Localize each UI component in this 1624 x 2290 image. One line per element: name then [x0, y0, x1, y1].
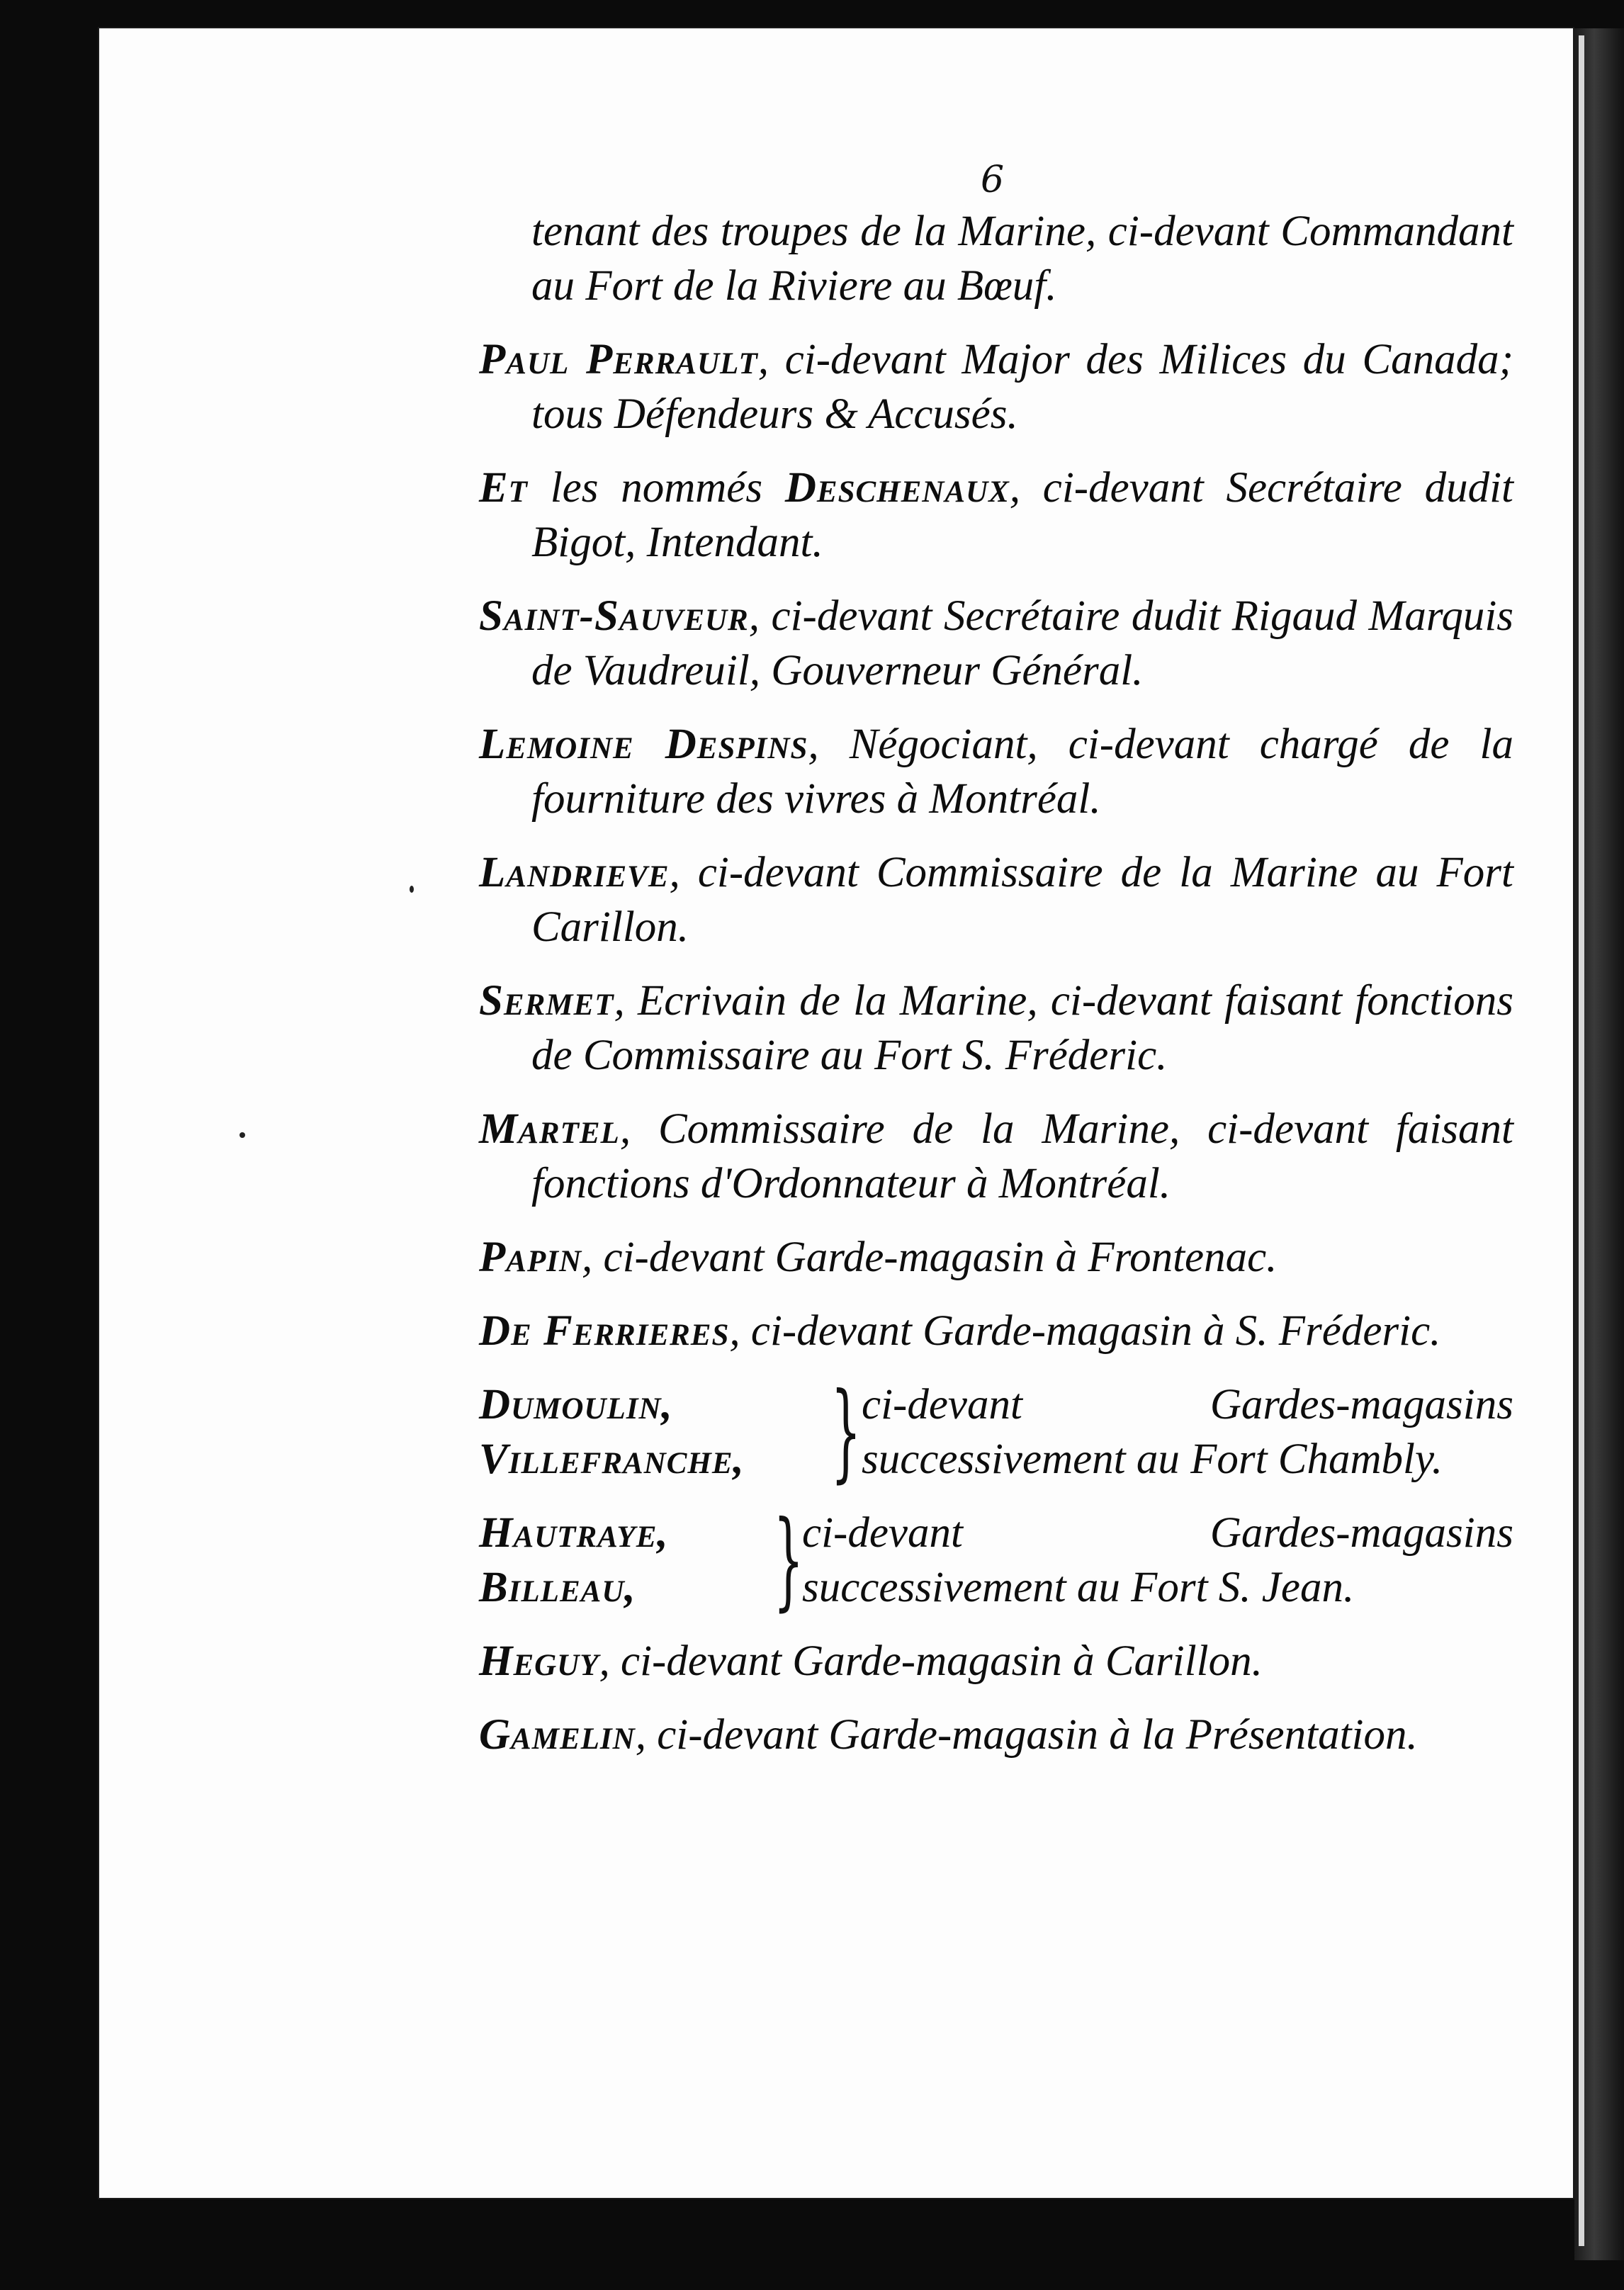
curly-brace: }: [773, 1499, 804, 1622]
entry-name: Gamelin: [479, 1711, 636, 1759]
entry-paragraph: [479, 461, 1513, 570]
entry-text: , ci-devant Secrétaire dudit Bigot, Intendant.: [531, 464, 1513, 566]
entry-paragraph: [479, 332, 1513, 441]
ink-speck: [410, 886, 414, 893]
entry-paragraph: [479, 589, 1513, 698]
page-edge-sliver: [1579, 35, 1584, 2246]
entry-text: , ci-devant Garde-magasin à S. Fréderic.: [729, 1307, 1441, 1355]
entry-name: De Ferrieres: [479, 1307, 730, 1355]
group-names: [479, 1506, 762, 1615]
entry-name: Et: [479, 464, 528, 512]
entry-text: , ci-devant Garde-magasin à Frontenac.: [582, 1234, 1278, 1281]
entry-name: Paul Perrault: [479, 336, 758, 383]
entry-name: Heguy: [479, 1637, 599, 1685]
entry-name: Saint-Sauveur: [479, 592, 749, 640]
entry-text: , ci-devant Commissaire de la Marine au Fort Carillon.: [531, 849, 1513, 951]
group-name: Villefranche,: [479, 1436, 745, 1483]
bracketed-entry-group: [479, 1499, 1513, 1622]
entry-paragraph: [479, 1230, 1513, 1285]
entry-paragraph: [479, 1304, 1513, 1358]
entry-name: Landrieve: [479, 849, 670, 896]
entry-name: Martel: [479, 1105, 620, 1153]
entry-text: , ci-devant Garde-magasin à Carillon.: [599, 1637, 1263, 1685]
bracketed-entry-group: [479, 1370, 1513, 1494]
entry-text: , Négociant, ci-devant chargé de la fourniture des vivres à Montréal.: [531, 721, 1513, 823]
entry-paragraph: [479, 1708, 1513, 1762]
page-number: 6: [981, 159, 1008, 201]
entry-text: , Commissaire de la Marine, ci-devant faisant fonctions d'Ordonnateur à Montréal.: [531, 1105, 1513, 1207]
entry-name: Sermet: [479, 977, 614, 1025]
entry-paragraph: [479, 717, 1513, 826]
group-text: ci-devant Gardes-magasins successivement au Fort Chambly.: [862, 1381, 1513, 1483]
entry-text: , ci-devant Garde-magasin à la Présentation.: [635, 1711, 1418, 1759]
entry-paragraph: [479, 1102, 1513, 1211]
entry-name: Deschenaux: [784, 464, 1010, 512]
entry-paragraph: [479, 974, 1513, 1083]
entry-name: Papin: [479, 1234, 582, 1281]
entry-text: les nommés: [527, 464, 785, 512]
curly-brace: }: [830, 1370, 862, 1494]
entry-text: , Ecrivain de la Marine, ci-devant faisant fonctions de Commissaire au Fort S. Fréderic.: [531, 977, 1513, 1079]
group-name: Hautraye,: [479, 1509, 669, 1557]
page-edge: [1574, 28, 1624, 2260]
entry-paragraph: [479, 845, 1513, 954]
group-text: ci-devant Gardes-magasins successivement au Fort S. Jean.: [802, 1509, 1513, 1611]
group-name: Billeau,: [479, 1564, 636, 1611]
continuation-paragraph: tenant des troupes de la Marine, ci-devant Commandant au Fort de la Riviere au Bœuf.: [531, 208, 1513, 310]
text-block: [479, 204, 1513, 1781]
ink-speck: [239, 1132, 245, 1138]
entry-text: , ci-devant Major des Milices du Canada; tous Défendeurs & Accusés.: [531, 336, 1513, 438]
entry-text: , ci-devant Secrétaire dudit Rigaud Marquis de Vaudreuil, Gouverneur Général.: [531, 592, 1513, 694]
group-name: Dumoulin,: [479, 1381, 673, 1428]
entry-paragraph: [479, 1634, 1513, 1688]
group-names: [479, 1377, 819, 1487]
entry-name: Lemoine Despins: [479, 721, 808, 768]
